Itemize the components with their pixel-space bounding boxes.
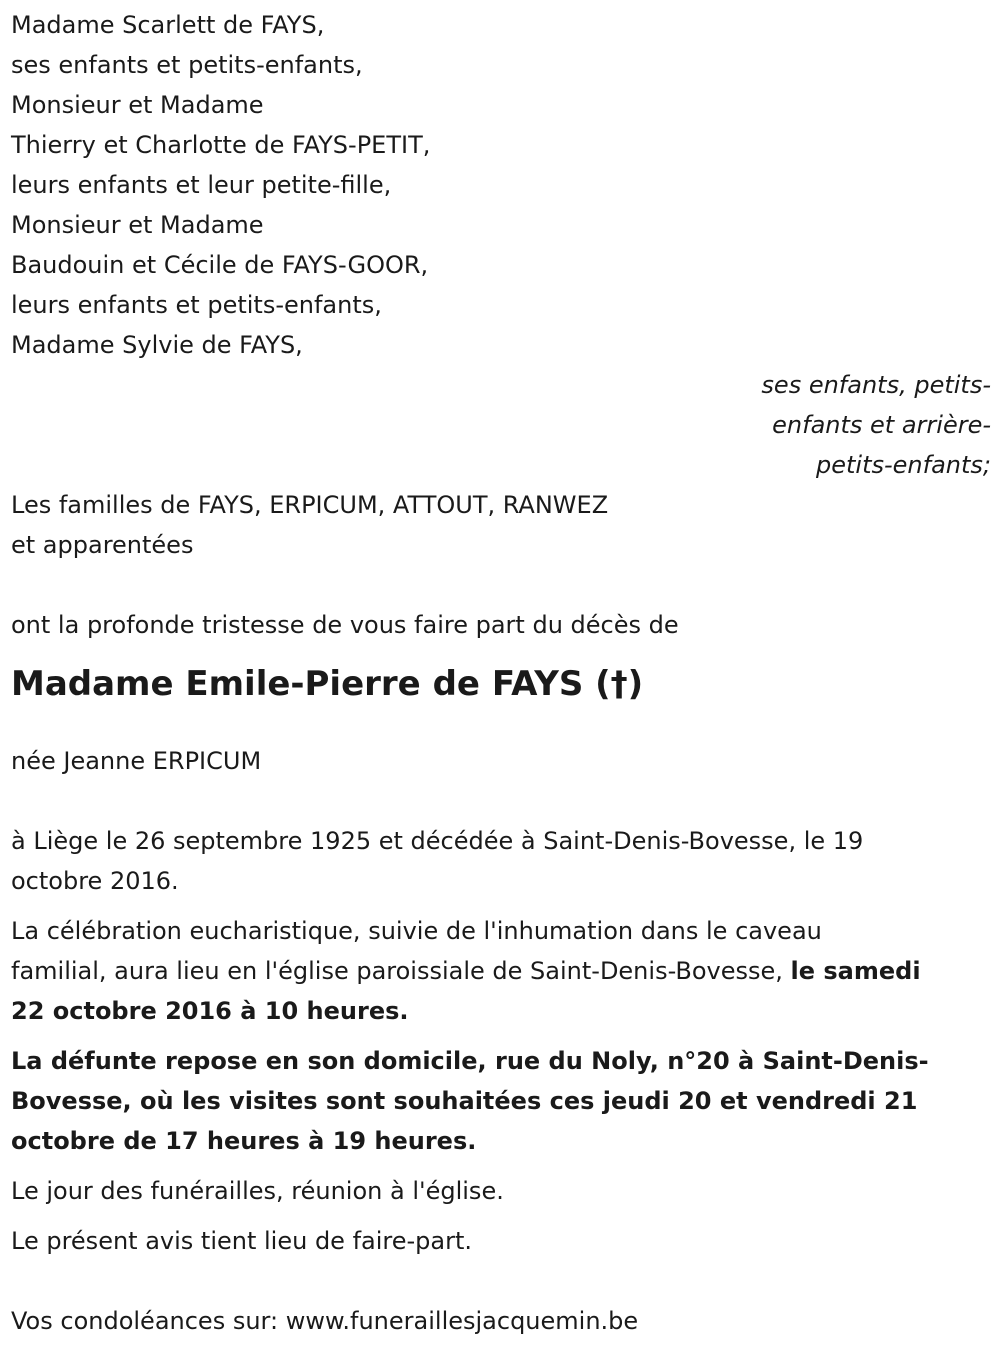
visitation-line: Bovesse, où les visites sont souhaitées ces jeudi 20 et vendredi 21 bbox=[11, 1087, 918, 1115]
family-line: Monsieur et Madame bbox=[11, 211, 264, 239]
right-line: petits-enfants; bbox=[816, 451, 991, 479]
spacer bbox=[11, 1261, 991, 1301]
birth-death-line: octobre 2016. bbox=[11, 867, 179, 895]
family-line: Baudouin et Cécile de FAYS-GOOR, bbox=[11, 251, 429, 279]
birth-death-paragraph bbox=[11, 821, 991, 901]
family-line: Thierry et Charlotte de FAYS-PETIT, bbox=[11, 131, 431, 159]
family-line: leurs enfants et leur petite-fille, bbox=[11, 171, 392, 199]
families-line: et apparentées bbox=[11, 531, 194, 559]
condolences-label: Vos condoléances sur: bbox=[11, 1307, 286, 1335]
maiden-name: née Jeanne ERPICUM bbox=[11, 747, 262, 775]
right-line: ses enfants, petits- bbox=[761, 371, 991, 399]
birth-death-line: à Liège le 26 septembre 1925 et décédée à Saint-Denis-Bovesse, le 19 bbox=[11, 827, 864, 855]
spacer bbox=[11, 781, 991, 821]
visitation-line: octobre de 17 heures à 19 heures. bbox=[11, 1127, 477, 1155]
ceremony-date-line: 22 octobre 2016 à 10 heures. bbox=[11, 997, 409, 1025]
spacer bbox=[11, 707, 991, 741]
ceremony-line: La célébration eucharistique, suivie de l'inhumation dans le caveau bbox=[11, 917, 822, 945]
visitation-paragraph bbox=[11, 1041, 991, 1161]
family-line: ses enfants et petits-enfants, bbox=[11, 51, 363, 79]
family-line: Madame Scarlett de FAYS, bbox=[11, 11, 325, 39]
family-line: leurs enfants et petits-enfants, bbox=[11, 291, 382, 319]
condolences-line bbox=[11, 1301, 991, 1341]
condolences-website-link[interactable]: www.funeraillesjacquemin.be bbox=[285, 1307, 639, 1335]
family-line: Monsieur et Madame bbox=[11, 91, 264, 119]
families-block bbox=[11, 485, 991, 565]
family-block bbox=[11, 5, 991, 365]
obituary-notice bbox=[11, 5, 991, 1341]
funeral-day-text: Le jour des funérailles, réunion à l'église. bbox=[11, 1177, 504, 1205]
ceremony-paragraph bbox=[11, 911, 991, 1031]
ceremony-line bbox=[11, 951, 991, 991]
spacer bbox=[11, 565, 991, 605]
announcement-text: ont la profonde tristesse de vous faire part du décès de bbox=[11, 611, 679, 639]
right-aligned-italic-block bbox=[11, 365, 991, 485]
ceremony-date-highlight: le samedi bbox=[790, 957, 921, 985]
families-line: Les familles de FAYS, ERPICUM, ATTOUT, RANWEZ bbox=[11, 491, 609, 519]
notice-text: Le présent avis tient lieu de faire-part. bbox=[11, 1227, 473, 1255]
family-line: Madame Sylvie de FAYS, bbox=[11, 331, 303, 359]
deceased-name: Madame Emile-Pierre de FAYS (†) bbox=[11, 664, 644, 704]
ceremony-text: familial, aura lieu en l'église paroissiale de Saint-Denis-Bovesse, bbox=[11, 957, 791, 985]
right-line: enfants et arrière- bbox=[772, 411, 991, 439]
visitation-line: La défunte repose en son domicile, rue du Noly, n°20 à Saint-Denis- bbox=[11, 1047, 929, 1075]
